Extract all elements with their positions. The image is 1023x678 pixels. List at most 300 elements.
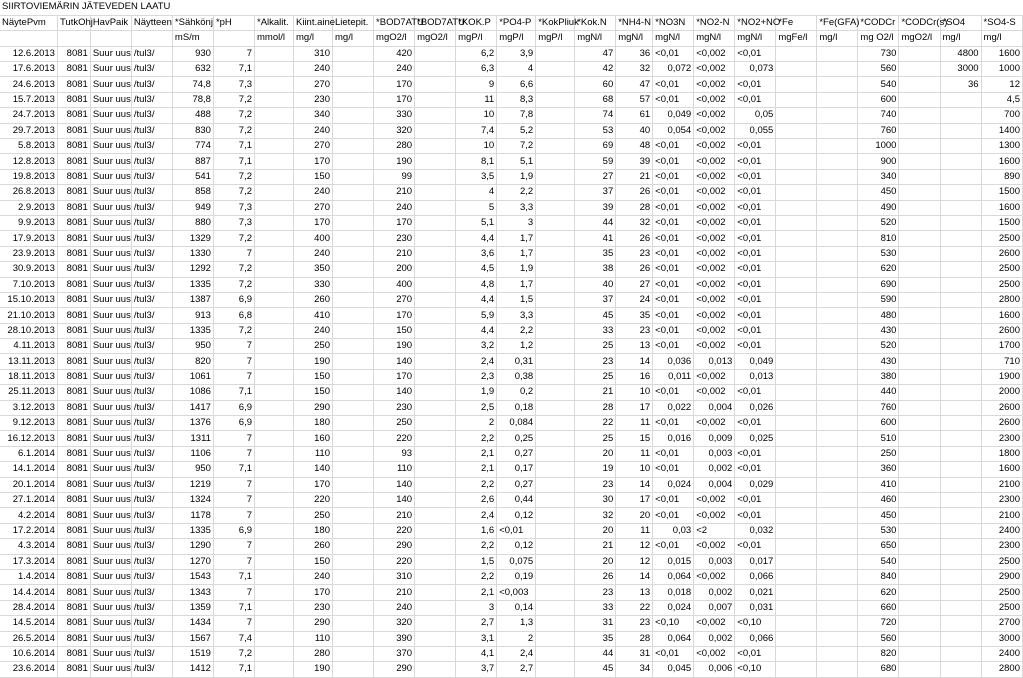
table-cell[interactable]: Suur uus [90, 77, 131, 92]
table-cell[interactable] [940, 154, 981, 169]
table-cell[interactable]: 220 [374, 554, 415, 569]
table-cell[interactable]: 8081 [57, 262, 90, 277]
table-cell[interactable]: 5.8.2013 [0, 139, 57, 154]
table-cell[interactable]: 3,3 [497, 200, 536, 215]
table-cell[interactable] [536, 262, 575, 277]
table-cell[interactable]: 1434 [172, 616, 213, 631]
table-cell[interactable]: /tul3/ [131, 600, 172, 615]
table-cell[interactable] [536, 585, 575, 600]
table-cell[interactable]: 23 [616, 246, 653, 261]
table-cell[interactable]: 8081 [57, 108, 90, 123]
table-cell[interactable]: 170 [374, 308, 415, 323]
table-cell[interactable] [776, 108, 817, 123]
table-cell[interactable]: <0,01 [735, 646, 776, 661]
table-cell[interactable]: 210 [374, 508, 415, 523]
table-cell[interactable]: 3000 [940, 62, 981, 77]
table-cell[interactable]: 230 [294, 92, 333, 107]
table-cell[interactable]: <0,002 [694, 92, 735, 107]
table-cell[interactable]: Suur uus [90, 646, 131, 661]
table-cell[interactable] [817, 646, 858, 661]
table-cell[interactable] [899, 215, 940, 230]
table-cell[interactable]: 240 [294, 62, 333, 77]
table-cell[interactable] [940, 477, 981, 492]
table-cell[interactable] [536, 416, 575, 431]
column-header[interactable]: *SO4-S [981, 15, 1022, 30]
table-cell[interactable]: Suur uus [90, 354, 131, 369]
table-cell[interactable]: 8081 [57, 616, 90, 631]
table-cell[interactable]: <0,01 [653, 169, 694, 184]
table-cell[interactable]: 270 [294, 77, 333, 92]
table-cell[interactable]: 170 [374, 215, 415, 230]
table-cell[interactable]: 8081 [57, 539, 90, 554]
table-cell[interactable]: 2.9.2013 [0, 200, 57, 215]
table-cell[interactable]: 26.8.2013 [0, 185, 57, 200]
table-cell[interactable]: 60 [575, 77, 616, 92]
table-cell[interactable]: 61 [616, 108, 653, 123]
column-header[interactable]: Lietepit. [333, 15, 374, 30]
table-cell[interactable]: Suur uus [90, 123, 131, 138]
table-cell[interactable]: 730 [858, 46, 899, 61]
column-unit[interactable] [90, 31, 131, 46]
table-cell[interactable]: 18.11.2013 [0, 369, 57, 384]
table-cell[interactable]: Suur uus [90, 554, 131, 569]
table-cell[interactable] [333, 554, 374, 569]
table-cell[interactable]: 7,2 [213, 92, 254, 107]
table-cell[interactable]: 25.11.2013 [0, 385, 57, 400]
table-cell[interactable] [415, 569, 456, 584]
table-cell[interactable]: <0,01 [653, 446, 694, 461]
table-cell[interactable]: 7,2 [213, 646, 254, 661]
table-cell[interactable]: 1,2 [497, 339, 536, 354]
column-unit[interactable]: mmol/l [255, 31, 294, 46]
table-cell[interactable]: <0,01 [735, 185, 776, 200]
table-cell[interactable]: 0,031 [735, 600, 776, 615]
table-cell[interactable]: 2800 [981, 292, 1022, 307]
table-cell[interactable] [255, 77, 294, 92]
table-cell[interactable]: 8081 [57, 339, 90, 354]
table-cell[interactable] [415, 616, 456, 631]
table-cell[interactable]: 370 [374, 646, 415, 661]
table-cell[interactable]: 59 [575, 154, 616, 169]
table-cell[interactable]: 30.9.2013 [0, 262, 57, 277]
column-header[interactable]: *Fe(GFA) [817, 15, 858, 30]
table-cell[interactable]: 2100 [981, 477, 1022, 492]
table-cell[interactable] [899, 477, 940, 492]
table-cell[interactable] [940, 523, 981, 538]
table-cell[interactable] [333, 123, 374, 138]
table-cell[interactable] [817, 554, 858, 569]
table-cell[interactable]: 2500 [981, 262, 1022, 277]
table-cell[interactable]: Suur uus [90, 477, 131, 492]
table-cell[interactable] [817, 385, 858, 400]
table-cell[interactable]: 7.10.2013 [0, 277, 57, 292]
table-cell[interactable]: 6.1.2014 [0, 446, 57, 461]
table-cell[interactable]: Suur uus [90, 139, 131, 154]
table-cell[interactable]: 26 [616, 231, 653, 246]
table-cell[interactable] [940, 246, 981, 261]
table-cell[interactable]: 250 [858, 446, 899, 461]
table-cell[interactable]: 0,013 [735, 369, 776, 384]
table-cell[interactable]: 0,19 [497, 569, 536, 584]
table-cell[interactable]: 2900 [981, 569, 1022, 584]
table-cell[interactable] [940, 554, 981, 569]
column-unit[interactable]: mgP/l [497, 31, 536, 46]
table-cell[interactable]: <0,01 [735, 508, 776, 523]
table-cell[interactable] [333, 385, 374, 400]
table-cell[interactable]: 390 [374, 631, 415, 646]
table-cell[interactable]: 170 [294, 477, 333, 492]
table-cell[interactable]: 760 [858, 123, 899, 138]
table-cell[interactable]: Suur uus [90, 154, 131, 169]
table-cell[interactable]: 15.10.2013 [0, 292, 57, 307]
table-cell[interactable] [817, 539, 858, 554]
table-cell[interactable]: 0,44 [497, 493, 536, 508]
table-cell[interactable] [899, 431, 940, 446]
table-cell[interactable]: <0,01 [653, 292, 694, 307]
table-cell[interactable]: <0,002 [694, 262, 735, 277]
table-cell[interactable]: 2500 [981, 554, 1022, 569]
table-cell[interactable] [415, 400, 456, 415]
table-cell[interactable] [415, 493, 456, 508]
table-cell[interactable]: /tul3/ [131, 123, 172, 138]
table-cell[interactable]: 0,12 [497, 539, 536, 554]
table-cell[interactable]: 3.12.2013 [0, 400, 57, 415]
table-cell[interactable]: 7 [213, 539, 254, 554]
table-cell[interactable] [415, 508, 456, 523]
table-cell[interactable] [536, 231, 575, 246]
table-cell[interactable]: 8081 [57, 185, 90, 200]
table-cell[interactable]: /tul3/ [131, 231, 172, 246]
table-cell[interactable]: Suur uus [90, 539, 131, 554]
table-cell[interactable]: 7,1 [213, 662, 254, 677]
table-cell[interactable]: <0,01 [653, 246, 694, 261]
table-cell[interactable]: 430 [858, 354, 899, 369]
table-cell[interactable]: <0,002 [694, 539, 735, 554]
table-cell[interactable] [333, 262, 374, 277]
table-cell[interactable]: 9 [456, 77, 497, 92]
table-cell[interactable]: 1,9 [497, 169, 536, 184]
column-unit[interactable] [57, 31, 90, 46]
table-cell[interactable]: <0,01 [653, 77, 694, 92]
table-cell[interactable]: 1600 [981, 200, 1022, 215]
table-cell[interactable]: 560 [858, 631, 899, 646]
table-cell[interactable] [817, 62, 858, 77]
table-cell[interactable] [940, 108, 981, 123]
table-cell[interactable]: 2,4 [456, 354, 497, 369]
table-cell[interactable]: /tul3/ [131, 631, 172, 646]
table-cell[interactable]: /tul3/ [131, 154, 172, 169]
table-cell[interactable] [255, 600, 294, 615]
table-cell[interactable]: 7,1 [213, 385, 254, 400]
table-cell[interactable] [899, 139, 940, 154]
table-cell[interactable]: 1,6 [456, 523, 497, 538]
table-cell[interactable]: <0,002 [694, 215, 735, 230]
table-cell[interactable]: 1000 [981, 62, 1022, 77]
table-cell[interactable]: 2000 [981, 385, 1022, 400]
table-cell[interactable]: /tul3/ [131, 185, 172, 200]
table-cell[interactable]: 1,5 [456, 554, 497, 569]
column-header[interactable]: *pH [213, 15, 254, 30]
table-cell[interactable] [333, 246, 374, 261]
table-cell[interactable] [899, 62, 940, 77]
table-cell[interactable]: 1800 [981, 446, 1022, 461]
table-cell[interactable]: 1300 [981, 139, 1022, 154]
table-cell[interactable]: 380 [858, 369, 899, 384]
table-cell[interactable] [817, 662, 858, 677]
table-cell[interactable]: <0,01 [653, 200, 694, 215]
table-cell[interactable]: 1,5 [497, 292, 536, 307]
table-cell[interactable]: Suur uus [90, 385, 131, 400]
table-cell[interactable]: 0,084 [497, 416, 536, 431]
table-cell[interactable]: 1,7 [497, 277, 536, 292]
table-cell[interactable]: 1311 [172, 431, 213, 446]
table-cell[interactable]: 700 [981, 108, 1022, 123]
table-cell[interactable]: 1900 [981, 369, 1022, 384]
table-cell[interactable] [817, 185, 858, 200]
table-cell[interactable]: 170 [374, 77, 415, 92]
table-cell[interactable]: 2,2 [497, 323, 536, 338]
table-cell[interactable] [415, 462, 456, 477]
table-cell[interactable]: 1,7 [497, 231, 536, 246]
table-cell[interactable]: 8081 [57, 600, 90, 615]
table-cell[interactable]: 15 [616, 431, 653, 446]
column-unit[interactable]: mg/l [294, 31, 333, 46]
table-cell[interactable]: 190 [294, 354, 333, 369]
table-cell[interactable]: 150 [294, 385, 333, 400]
table-cell[interactable]: Suur uus [90, 431, 131, 446]
column-header[interactable]: Näytteen [131, 15, 172, 30]
table-cell[interactable]: <0,01 [497, 523, 536, 538]
table-cell[interactable]: 140 [374, 477, 415, 492]
column-header[interactable]: Kiint.aine [294, 15, 333, 30]
table-cell[interactable]: 8081 [57, 462, 90, 477]
table-cell[interactable]: 480 [858, 308, 899, 323]
table-cell[interactable]: 0,17 [497, 462, 536, 477]
table-cell[interactable]: 45 [575, 662, 616, 677]
table-cell[interactable] [255, 200, 294, 215]
table-cell[interactable]: 8081 [57, 308, 90, 323]
table-cell[interactable]: <0,10 [653, 616, 694, 631]
table-cell[interactable]: 34 [616, 662, 653, 677]
table-cell[interactable] [776, 154, 817, 169]
table-cell[interactable]: Suur uus [90, 323, 131, 338]
table-cell[interactable]: <0,01 [735, 215, 776, 230]
table-cell[interactable] [536, 246, 575, 261]
table-cell[interactable]: 774 [172, 139, 213, 154]
table-cell[interactable] [255, 416, 294, 431]
table-cell[interactable]: 140 [374, 493, 415, 508]
table-cell[interactable] [536, 385, 575, 400]
table-cell[interactable]: 450 [858, 185, 899, 200]
table-cell[interactable] [940, 616, 981, 631]
table-cell[interactable]: <0,01 [653, 462, 694, 477]
table-cell[interactable]: /tul3/ [131, 493, 172, 508]
table-cell[interactable] [536, 46, 575, 61]
table-cell[interactable]: 3,9 [497, 46, 536, 61]
table-cell[interactable]: 1543 [172, 569, 213, 584]
table-cell[interactable]: 11 [616, 523, 653, 538]
table-cell[interactable]: <0,01 [735, 308, 776, 323]
table-cell[interactable]: Suur uus [90, 215, 131, 230]
table-cell[interactable]: 210 [374, 585, 415, 600]
table-cell[interactable]: 12 [616, 554, 653, 569]
table-cell[interactable]: 2300 [981, 539, 1022, 554]
table-cell[interactable]: 880 [172, 215, 213, 230]
table-cell[interactable]: 490 [858, 200, 899, 215]
table-cell[interactable] [415, 277, 456, 292]
table-cell[interactable] [255, 185, 294, 200]
table-cell[interactable]: 12 [616, 539, 653, 554]
table-cell[interactable] [333, 446, 374, 461]
table-cell[interactable]: 0,022 [653, 400, 694, 415]
table-cell[interactable]: 5,1 [456, 215, 497, 230]
table-cell[interactable]: 540 [858, 77, 899, 92]
table-cell[interactable]: <0,01 [653, 539, 694, 554]
table-cell[interactable]: 26.5.2014 [0, 631, 57, 646]
table-cell[interactable]: 410 [858, 477, 899, 492]
table-cell[interactable]: 7,1 [213, 154, 254, 169]
table-cell[interactable]: <0,01 [653, 385, 694, 400]
table-cell[interactable]: 6,9 [213, 292, 254, 307]
table-cell[interactable]: Suur uus [90, 108, 131, 123]
table-cell[interactable]: 760 [858, 400, 899, 415]
table-cell[interactable]: 11 [616, 416, 653, 431]
table-cell[interactable]: 13 [616, 585, 653, 600]
table-cell[interactable] [817, 600, 858, 615]
table-cell[interactable] [899, 446, 940, 461]
table-cell[interactable]: 28.10.2013 [0, 323, 57, 338]
table-cell[interactable]: <0,01 [653, 262, 694, 277]
table-cell[interactable]: 220 [294, 493, 333, 508]
table-cell[interactable]: 17 [616, 400, 653, 415]
table-cell[interactable] [333, 169, 374, 184]
table-cell[interactable]: 290 [294, 400, 333, 415]
table-cell[interactable]: 7 [213, 446, 254, 461]
table-cell[interactable]: <0,002 [694, 323, 735, 338]
table-cell[interactable]: 1,9 [497, 262, 536, 277]
table-cell[interactable]: 8081 [57, 508, 90, 523]
table-cell[interactable]: 820 [172, 354, 213, 369]
table-cell[interactable]: 99 [374, 169, 415, 184]
table-cell[interactable] [255, 92, 294, 107]
table-cell[interactable]: 220 [374, 523, 415, 538]
table-cell[interactable]: 0,03 [653, 523, 694, 538]
table-cell[interactable]: 3000 [981, 631, 1022, 646]
table-cell[interactable]: 810 [858, 231, 899, 246]
table-cell[interactable] [817, 508, 858, 523]
table-cell[interactable]: Suur uus [90, 369, 131, 384]
table-cell[interactable]: 560 [858, 62, 899, 77]
table-cell[interactable] [255, 292, 294, 307]
table-cell[interactable]: 33 [575, 323, 616, 338]
table-cell[interactable]: 2400 [981, 523, 1022, 538]
table-cell[interactable] [940, 231, 981, 246]
table-cell[interactable]: 8081 [57, 646, 90, 661]
table-cell[interactable]: 1061 [172, 369, 213, 384]
table-cell[interactable]: 720 [858, 616, 899, 631]
table-cell[interactable]: 27 [575, 169, 616, 184]
table-cell[interactable] [899, 262, 940, 277]
table-cell[interactable] [940, 369, 981, 384]
table-cell[interactable]: 20 [616, 508, 653, 523]
table-cell[interactable] [536, 477, 575, 492]
table-cell[interactable]: 2,7 [497, 662, 536, 677]
table-cell[interactable]: 2,4 [497, 646, 536, 661]
table-cell[interactable]: /tul3/ [131, 400, 172, 415]
table-cell[interactable] [940, 185, 981, 200]
table-cell[interactable]: 1,7 [497, 246, 536, 261]
table-cell[interactable] [333, 77, 374, 92]
table-cell[interactable] [255, 616, 294, 631]
table-cell[interactable]: 23 [616, 323, 653, 338]
table-cell[interactable]: <0,002 [694, 646, 735, 661]
table-cell[interactable] [776, 308, 817, 323]
column-header[interactable]: *CODCr [858, 15, 899, 30]
table-cell[interactable]: 10 [616, 462, 653, 477]
table-cell[interactable]: 7,2 [213, 123, 254, 138]
table-cell[interactable] [817, 631, 858, 646]
table-cell[interactable]: 17 [616, 493, 653, 508]
table-cell[interactable] [899, 600, 940, 615]
table-cell[interactable]: <0,002 [694, 385, 735, 400]
table-cell[interactable]: 0,016 [653, 431, 694, 446]
table-cell[interactable]: 4 [497, 62, 536, 77]
table-cell[interactable]: 0,029 [735, 477, 776, 492]
table-cell[interactable]: <0,01 [653, 277, 694, 292]
table-cell[interactable]: 150 [294, 554, 333, 569]
table-cell[interactable]: 7,2 [213, 231, 254, 246]
table-cell[interactable] [776, 246, 817, 261]
table-cell[interactable] [817, 416, 858, 431]
table-cell[interactable]: 0,045 [653, 662, 694, 677]
table-cell[interactable]: /tul3/ [131, 77, 172, 92]
table-cell[interactable]: Suur uus [90, 600, 131, 615]
table-cell[interactable] [333, 662, 374, 677]
table-cell[interactable] [536, 277, 575, 292]
table-cell[interactable]: 0,026 [735, 400, 776, 415]
table-cell[interactable]: 6,6 [497, 77, 536, 92]
table-cell[interactable]: 2,2 [456, 477, 497, 492]
table-cell[interactable]: 12.8.2013 [0, 154, 57, 169]
table-cell[interactable]: 28 [616, 200, 653, 215]
table-cell[interactable]: 950 [172, 339, 213, 354]
table-cell[interactable]: 2500 [981, 585, 1022, 600]
table-cell[interactable]: 7,2 [497, 139, 536, 154]
table-cell[interactable]: 150 [294, 369, 333, 384]
column-unit[interactable]: mg/l [981, 31, 1022, 46]
table-cell[interactable] [536, 523, 575, 538]
table-cell[interactable]: 420 [374, 46, 415, 61]
table-cell[interactable] [536, 92, 575, 107]
table-cell[interactable]: 350 [294, 262, 333, 277]
table-cell[interactable]: Suur uus [90, 400, 131, 415]
column-unit[interactable]: mg/l [940, 31, 981, 46]
table-cell[interactable] [940, 493, 981, 508]
table-cell[interactable]: 1.4.2014 [0, 569, 57, 584]
table-cell[interactable]: 949 [172, 200, 213, 215]
table-cell[interactable]: 7 [213, 339, 254, 354]
table-cell[interactable]: 1387 [172, 292, 213, 307]
table-cell[interactable]: Suur uus [90, 416, 131, 431]
table-cell[interactable]: 36 [616, 46, 653, 61]
table-cell[interactable]: <0,002 [694, 231, 735, 246]
table-cell[interactable]: 1106 [172, 446, 213, 461]
table-cell[interactable]: <0,01 [653, 646, 694, 661]
table-cell[interactable] [899, 400, 940, 415]
table-cell[interactable] [776, 631, 817, 646]
table-cell[interactable] [536, 169, 575, 184]
table-cell[interactable]: <0,002 [694, 369, 735, 384]
